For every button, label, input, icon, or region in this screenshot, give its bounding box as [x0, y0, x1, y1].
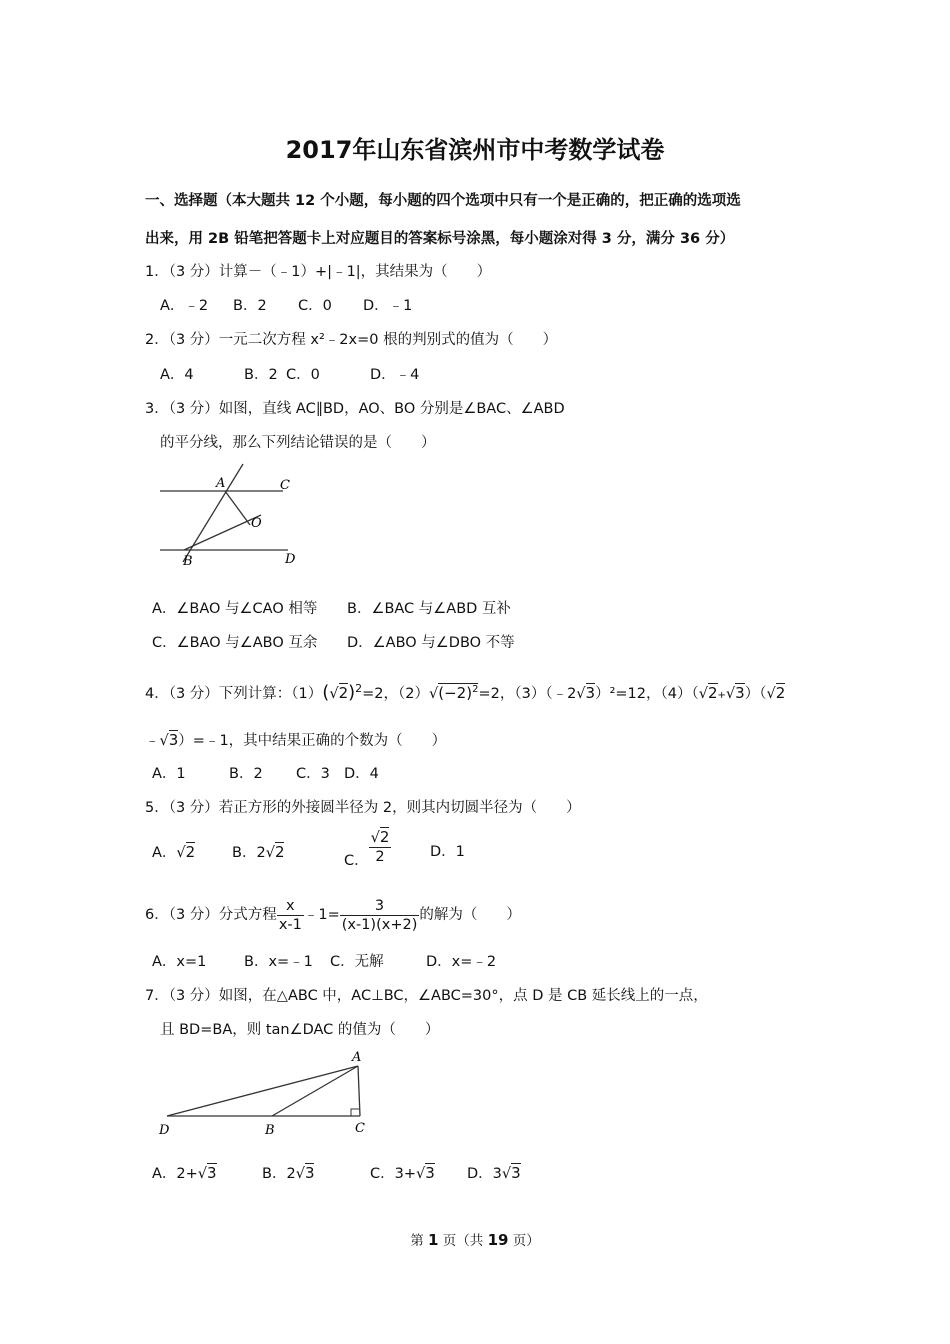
q4-sqrt2-c: √2	[766, 683, 786, 702]
q3-option-b[interactable]: B．∠BAC 与∠ABD 互补	[347, 601, 511, 617]
q7-option-b[interactable]: B．2√3	[262, 1164, 315, 1182]
q3-stem-line2: 的平分线，那么下列结论错误的是（ ）	[160, 435, 436, 451]
q3-label-a: A	[216, 476, 226, 491]
q3-stem-line1: 3．（3 分）如图，直线 AC∥BD，AO、BO 分别是∠BAC、∠ABD	[145, 401, 565, 417]
q4-sqrt3-a: √3	[576, 683, 596, 702]
q6-fraction-1: $\frac{x}{x-1}$	[278, 897, 302, 933]
q6-option-b[interactable]: B．x=﹣1	[244, 954, 313, 970]
q2-option-b[interactable]: B．2	[244, 367, 278, 383]
q1-option-a[interactable]: A．﹣2	[160, 298, 209, 314]
q3-label-c: C	[280, 478, 290, 493]
q4-plus: +	[717, 689, 726, 701]
q3-label-o: O	[251, 516, 262, 531]
q1-option-d[interactable]: D．﹣1	[363, 298, 413, 314]
footer-post: 页）	[508, 1233, 540, 1249]
q7-label-d: D	[159, 1123, 170, 1138]
q2-option-d[interactable]: D．﹣4	[370, 367, 420, 383]
page-title: 2017年山东省滨州市中考数学试卷	[285, 136, 665, 164]
q5-option-b[interactable]: B．2√2	[232, 843, 285, 861]
q4-r2: =2，（3）（﹣2	[478, 685, 577, 702]
q2-stem: 2．（3 分）一元二次方程 x²﹣2x=0 根的判别式的值为（ ）	[145, 332, 558, 348]
footer-pre: 第	[410, 1233, 429, 1249]
q4-line2-post: ）=﹣1，其中结果正确的个数为（ ）	[178, 733, 447, 749]
section-heading-line1: 一、选择题（本大题共 12 个小题，每小题的四个选项中只有一个是正确的，把正确的选项选	[145, 193, 741, 209]
q5-stem: 5．（3 分）若正方形的外接圆半径为 2，则其内切圆半径为（ ）	[145, 800, 581, 816]
q4-line2-pre: ﹣	[145, 733, 160, 749]
q4-sqrt3-c: √3	[159, 731, 179, 749]
q1-option-b[interactable]: B．2	[233, 298, 267, 314]
q3-option-d[interactable]: D．∠ABO 与∠DBO 不等	[347, 635, 515, 651]
q1-option-c[interactable]: C．0	[298, 298, 332, 314]
footer-total-pages: 19	[487, 1231, 509, 1249]
q7-option-d[interactable]: D．3√3	[467, 1164, 521, 1182]
footer-page-number: 1	[428, 1231, 439, 1249]
q4-option-d[interactable]: D．4	[344, 766, 379, 782]
page-footer	[0, 1229, 950, 1249]
q6-option-d[interactable]: D．x=﹣2	[426, 954, 497, 970]
q6-post: 的解为（ ）	[419, 907, 521, 923]
q5-option-a[interactable]: A．√2	[152, 843, 196, 861]
q2-option-c[interactable]: C．0	[286, 367, 320, 383]
q7-stem-line1: 7．（3 分）如图，在△ABC 中，AC⊥BC，∠ABC=30°，点 D 是 CB 延长线上的一点，	[145, 988, 708, 1004]
q1-stem: 1．（3 分）计算－（﹣1）+|﹣1|，其结果为（ ）	[145, 264, 492, 280]
q3-label-d: D	[285, 552, 296, 567]
q4-sqrt-neg2sq: $√(-2)^2$	[429, 683, 479, 702]
q4-sqrt2-a: √2	[329, 683, 349, 702]
q6-stem	[145, 896, 521, 934]
q4-prefix: 4．（3 分）下列计算：（1）	[145, 685, 323, 702]
q5-options	[152, 828, 572, 882]
q4-r3: ）²=12，（4）（	[595, 685, 699, 702]
q3-option-c[interactable]: C．∠BAO 与∠ABO 互余	[152, 635, 318, 651]
q7-label-c: C	[355, 1121, 365, 1136]
q4-r4: ）（	[744, 685, 767, 702]
q5-option-d[interactable]: D．1	[430, 844, 465, 860]
q7-label-a: A	[352, 1050, 362, 1065]
q7-option-a[interactable]: A．2+√3	[152, 1164, 217, 1182]
q3-option-a[interactable]: A．∠BAO 与∠CAO 相等	[152, 601, 318, 617]
q3-label-b: B	[183, 554, 193, 569]
q4-sqrt2-b: √2	[698, 683, 718, 702]
section-heading-line2: 出来，用 2B 铅笔把答题卡上对应题目的答案标号涂黑，每小题涂对得 3 分，满分 36 分）	[145, 231, 735, 247]
q6-mid: ﹣1=	[303, 907, 340, 923]
q4-stem-line2	[145, 730, 446, 751]
q7-figure	[155, 1046, 375, 1141]
q6-option-a[interactable]: A．x=1	[152, 954, 207, 970]
q7-stem-line2: 且 BD=BA，则 tan∠DAC 的值为（ ）	[160, 1022, 440, 1038]
q5-option-c[interactable]: C． $\frac{√2}{2}$	[344, 828, 390, 869]
q4-option-c[interactable]: C．3	[296, 766, 330, 782]
q4-option-b[interactable]: B．2	[229, 766, 263, 782]
q4-r1: =2，（2）	[362, 685, 430, 702]
q2-option-a[interactable]: A．4	[160, 367, 194, 383]
q4-stem-line1: 4．（3 分）下列计算：$(1)(√2)^2=2$，$(2)√(-2)^2=2$，（3）（﹣2√3）²=12，（4）（√2+√3）（√2	[145, 681, 786, 703]
q7-label-b: B	[265, 1123, 275, 1138]
q4-exp: 2	[355, 682, 363, 695]
q4-option-a[interactable]: A．1	[152, 766, 186, 782]
q6-option-c[interactable]: C．无解	[330, 954, 384, 970]
q7-option-c[interactable]: C．3+√3	[370, 1164, 435, 1182]
footer-mid: 页（共	[438, 1233, 488, 1249]
q6-fraction-2: $\frac{3}{(x-1)(x+2)}$	[341, 897, 418, 933]
q4-sqrt3-b: √3	[725, 683, 745, 702]
q3-figure	[155, 462, 315, 572]
q6-pre: 6．（3 分）分式方程	[145, 907, 277, 923]
